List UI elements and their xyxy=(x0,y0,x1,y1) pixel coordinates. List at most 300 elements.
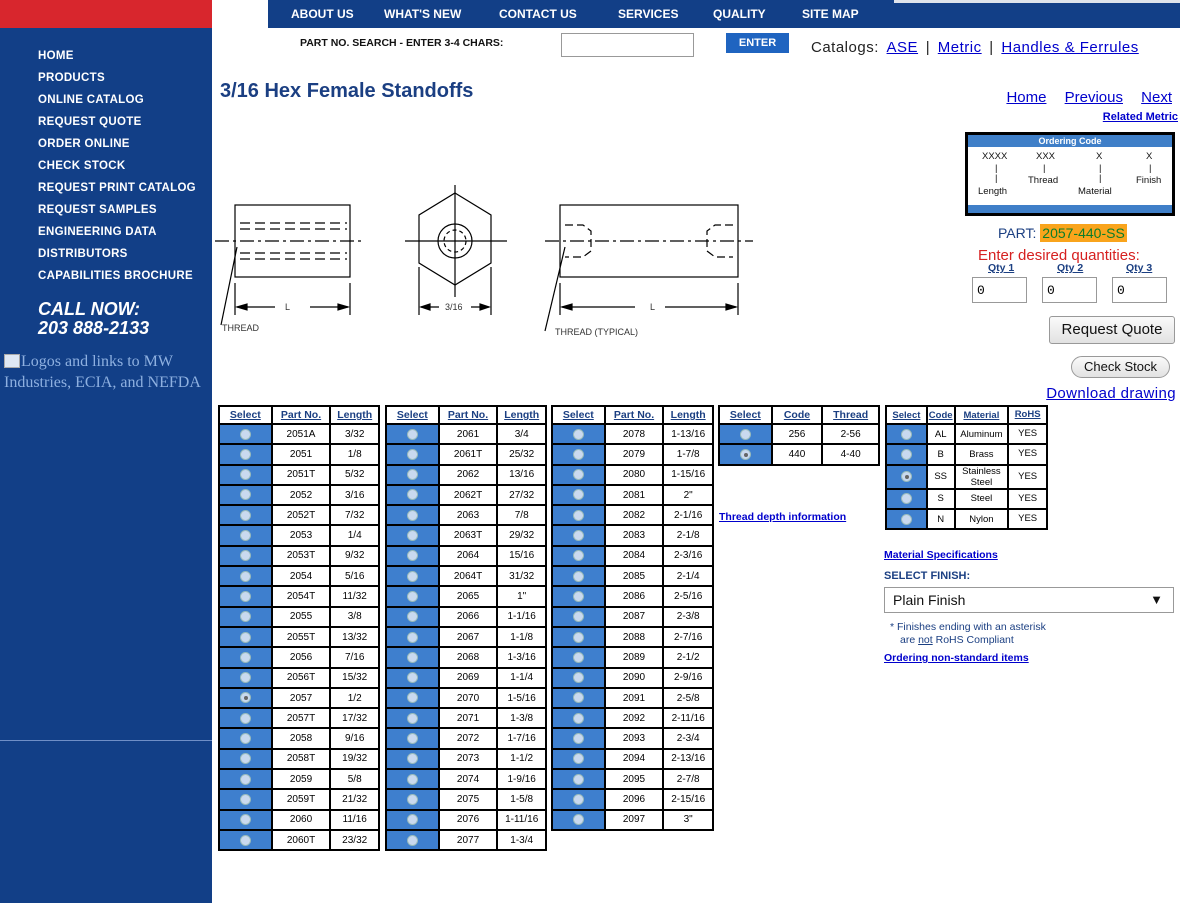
table-row[interactable] xyxy=(386,810,546,830)
select-cell[interactable] xyxy=(552,444,605,464)
radio-button[interactable] xyxy=(407,774,418,785)
radio-button[interactable] xyxy=(240,449,251,460)
enter-quantities-prompt: Enter desired quantities: xyxy=(978,247,1140,264)
radio-button[interactable] xyxy=(240,632,251,643)
table-row[interactable] xyxy=(552,789,713,809)
table-row[interactable] xyxy=(886,509,1047,529)
select-cell[interactable] xyxy=(219,668,272,688)
radio-button[interactable] xyxy=(240,672,251,683)
radio-button[interactable] xyxy=(740,429,751,440)
radio-button[interactable] xyxy=(407,611,418,622)
radio-button[interactable] xyxy=(407,550,418,561)
select-cell[interactable] xyxy=(886,465,927,489)
sidebar-item-request-samples[interactable]: REQUEST SAMPLES xyxy=(38,204,157,216)
select-cell[interactable] xyxy=(386,505,439,525)
thread-table xyxy=(718,405,880,466)
radio-button[interactable] xyxy=(407,692,418,703)
radio-button[interactable] xyxy=(573,530,584,541)
radio-button[interactable] xyxy=(240,550,251,561)
select-cell[interactable] xyxy=(386,566,439,586)
table-row[interactable] xyxy=(552,566,713,586)
table-cell: S xyxy=(927,489,955,509)
sidebar-item-engineering-data[interactable]: ENGINEERING DATA xyxy=(38,226,157,238)
table-cell: YES xyxy=(1008,465,1047,489)
select-cell[interactable] xyxy=(552,485,605,505)
table-row[interactable] xyxy=(386,668,546,688)
column-header: Length xyxy=(663,406,713,424)
radio-button[interactable] xyxy=(407,835,418,846)
table-row[interactable] xyxy=(219,566,379,586)
radio-button[interactable] xyxy=(407,530,418,541)
select-cell[interactable] xyxy=(552,769,605,789)
radio-button[interactable] xyxy=(573,489,584,500)
select-cell[interactable] xyxy=(386,769,439,789)
table-row[interactable] xyxy=(219,525,379,545)
select-cell[interactable] xyxy=(552,688,605,708)
radio-button[interactable] xyxy=(573,571,584,582)
table-row[interactable] xyxy=(552,424,713,444)
table-cell: 1/8 xyxy=(330,444,379,464)
select-cell[interactable] xyxy=(219,810,272,830)
table-cell: 2064 xyxy=(439,546,498,566)
table-row[interactable] xyxy=(386,505,546,525)
qty1-input[interactable] xyxy=(972,277,1027,303)
table-cell: 2087 xyxy=(605,607,664,627)
table-row[interactable] xyxy=(552,668,713,688)
radio-button[interactable] xyxy=(573,753,584,764)
select-cell[interactable] xyxy=(386,546,439,566)
sidebar-item-home[interactable]: HOME xyxy=(38,50,74,62)
select-cell[interactable] xyxy=(219,525,272,545)
radio-button[interactable] xyxy=(407,632,418,643)
select-cell[interactable] xyxy=(219,769,272,789)
select-cell[interactable] xyxy=(719,424,772,444)
select-cell[interactable] xyxy=(552,607,605,627)
select-cell[interactable] xyxy=(719,444,772,464)
select-cell[interactable] xyxy=(386,749,439,769)
radio-button[interactable] xyxy=(901,514,912,525)
radio-button[interactable] xyxy=(240,489,251,500)
radio-button[interactable] xyxy=(240,611,251,622)
select-cell[interactable] xyxy=(386,607,439,627)
ordering-code-length-label: Length xyxy=(978,186,1008,197)
select-cell[interactable] xyxy=(886,424,927,444)
sidebar-item-distributors[interactable]: DISTRIBUTORS xyxy=(38,248,128,260)
radio-button[interactable] xyxy=(407,449,418,460)
table-row[interactable] xyxy=(552,465,713,485)
radio-button[interactable] xyxy=(573,774,584,785)
select-cell[interactable] xyxy=(219,647,272,667)
table-row[interactable] xyxy=(386,465,546,485)
ordering-code-length-code: XXXX xyxy=(982,151,1008,162)
table-row[interactable] xyxy=(886,465,1047,489)
nav-quality[interactable]: QUALITY xyxy=(713,7,766,21)
table-cell: 1-1/2 xyxy=(497,749,546,769)
catalog-ase-link[interactable]: ASE xyxy=(886,39,919,56)
finish-selected-value: Plain Finish xyxy=(893,592,966,608)
select-cell[interactable] xyxy=(552,789,605,809)
table-row[interactable] xyxy=(219,485,379,505)
table-row[interactable] xyxy=(552,546,713,566)
table-cell: 1" xyxy=(497,586,546,606)
select-cell[interactable] xyxy=(386,627,439,647)
radio-button[interactable] xyxy=(240,429,251,440)
select-cell[interactable] xyxy=(552,627,605,647)
select-cell[interactable] xyxy=(219,586,272,606)
radio-button[interactable] xyxy=(240,794,251,805)
select-cell[interactable] xyxy=(386,424,439,444)
table-cell: 4-40 xyxy=(822,444,879,464)
table-row[interactable] xyxy=(552,525,713,545)
select-cell[interactable] xyxy=(219,708,272,728)
sidebar-item-request-quote[interactable]: REQUEST QUOTE xyxy=(38,116,142,128)
radio-button[interactable] xyxy=(407,713,418,724)
catalog-handles-link[interactable]: Handles & Ferrules xyxy=(1001,39,1139,56)
part-table-2 xyxy=(385,405,547,851)
select-cell[interactable] xyxy=(219,627,272,647)
radio-button[interactable] xyxy=(407,814,418,825)
drawing-length-label-left: L xyxy=(285,302,291,312)
column-header: Material xyxy=(955,406,1009,424)
sidebar-item-online-catalog[interactable]: ONLINE CATALOG xyxy=(38,94,144,106)
table-row[interactable] xyxy=(219,688,379,708)
select-cell[interactable] xyxy=(219,688,272,708)
finish-dropdown[interactable] xyxy=(884,587,1174,613)
related-metric-link[interactable]: Related Metric xyxy=(1102,111,1178,123)
table-row[interactable] xyxy=(219,728,379,748)
radio-button[interactable] xyxy=(407,591,418,602)
table-cell: 2083 xyxy=(605,525,664,545)
select-cell[interactable] xyxy=(219,505,272,525)
table-cell: Brass xyxy=(955,444,1009,464)
table-row[interactable] xyxy=(219,424,379,444)
table-cell: 2052 xyxy=(272,485,331,505)
table-row[interactable] xyxy=(552,749,713,769)
select-cell[interactable] xyxy=(552,586,605,606)
radio-button[interactable] xyxy=(407,672,418,683)
nav-services[interactable]: SERVICES xyxy=(618,7,679,21)
table-row[interactable] xyxy=(386,546,546,566)
radio-button[interactable] xyxy=(573,652,584,663)
table-row[interactable] xyxy=(219,465,379,485)
select-cell[interactable] xyxy=(386,465,439,485)
thread-depth-link[interactable]: Thread depth information xyxy=(719,511,847,523)
radio-button[interactable] xyxy=(240,510,251,521)
select-cell[interactable] xyxy=(219,546,272,566)
table-cell: 13/32 xyxy=(330,627,379,647)
table-row[interactable] xyxy=(886,444,1047,464)
radio-button[interactable] xyxy=(573,733,584,744)
table-row[interactable] xyxy=(386,789,546,809)
column-header: Thread xyxy=(822,406,879,424)
radio-button[interactable] xyxy=(240,814,251,825)
select-cell[interactable] xyxy=(219,789,272,809)
radio-button[interactable] xyxy=(407,753,418,764)
qty2-input[interactable] xyxy=(1042,277,1097,303)
radio-button[interactable] xyxy=(573,611,584,622)
table-row[interactable] xyxy=(219,668,379,688)
column-header: Code xyxy=(772,406,823,424)
select-cell[interactable] xyxy=(219,830,272,850)
table-row[interactable] xyxy=(719,424,879,444)
select-cell[interactable] xyxy=(552,749,605,769)
partner-logos-image[interactable] xyxy=(4,351,204,393)
table-row[interactable] xyxy=(386,728,546,748)
table-cell: 2093 xyxy=(605,728,664,748)
radio-button[interactable] xyxy=(573,794,584,805)
download-drawing-link[interactable]: Download drawing xyxy=(1046,385,1176,402)
select-cell[interactable] xyxy=(219,566,272,586)
select-cell[interactable] xyxy=(552,505,605,525)
table-cell: 2" xyxy=(663,485,713,505)
select-cell[interactable] xyxy=(886,509,927,529)
table-row[interactable] xyxy=(552,647,713,667)
radio-button[interactable] xyxy=(573,510,584,521)
table-row[interactable] xyxy=(386,627,546,647)
radio-button[interactable] xyxy=(407,510,418,521)
table-cell: 2062T xyxy=(439,485,498,505)
select-cell[interactable] xyxy=(219,607,272,627)
table-row[interactable] xyxy=(386,586,546,606)
select-cell[interactable] xyxy=(386,647,439,667)
table-cell: 2096 xyxy=(605,789,664,809)
radio-button[interactable] xyxy=(240,733,251,744)
table-cell: 2085 xyxy=(605,566,664,586)
table-row[interactable] xyxy=(552,688,713,708)
select-cell[interactable] xyxy=(219,444,272,464)
column-header: Part No. xyxy=(272,406,331,424)
table-row[interactable] xyxy=(386,688,546,708)
table-cell: 2094 xyxy=(605,749,664,769)
table-row[interactable] xyxy=(552,485,713,505)
select-cell[interactable] xyxy=(386,444,439,464)
select-cell[interactable] xyxy=(552,708,605,728)
part-search-input[interactable] xyxy=(561,33,694,57)
select-cell[interactable] xyxy=(886,489,927,509)
table-row[interactable] xyxy=(552,769,713,789)
table-cell: 2059 xyxy=(272,769,331,789)
select-cell[interactable] xyxy=(386,485,439,505)
table-row[interactable] xyxy=(552,810,713,830)
select-cell[interactable] xyxy=(552,647,605,667)
table-row[interactable] xyxy=(386,485,546,505)
select-cell[interactable] xyxy=(219,749,272,769)
table-row[interactable] xyxy=(219,830,379,850)
select-cell[interactable] xyxy=(552,465,605,485)
radio-button[interactable] xyxy=(240,753,251,764)
radio-button[interactable] xyxy=(573,713,584,724)
next-link[interactable]: Next xyxy=(1141,89,1172,106)
select-cell[interactable] xyxy=(552,566,605,586)
select-cell[interactable] xyxy=(386,728,439,748)
radio-button[interactable] xyxy=(573,814,584,825)
select-cell[interactable] xyxy=(552,810,605,830)
radio-button[interactable] xyxy=(573,672,584,683)
table-row[interactable] xyxy=(386,525,546,545)
table-row[interactable] xyxy=(219,789,379,809)
radio-button[interactable] xyxy=(407,429,418,440)
table-row[interactable] xyxy=(219,627,379,647)
table-row[interactable] xyxy=(386,749,546,769)
request-quote-button[interactable]: Request Quote xyxy=(1049,316,1175,344)
radio-button[interactable] xyxy=(901,429,912,440)
table-row[interactable] xyxy=(219,546,379,566)
finish-note-line2: are not RoHS Compliant xyxy=(900,634,1014,646)
table-row[interactable] xyxy=(219,749,379,769)
radio-button[interactable] xyxy=(573,429,584,440)
select-cell[interactable] xyxy=(386,789,439,809)
table-row[interactable] xyxy=(386,647,546,667)
table-row[interactable] xyxy=(886,489,1047,509)
home-link[interactable]: Home xyxy=(1006,89,1047,106)
table-row[interactable] xyxy=(386,769,546,789)
catalog-metric-link[interactable]: Metric xyxy=(937,39,982,56)
select-cell[interactable] xyxy=(219,485,272,505)
search-enter-button[interactable]: ENTER xyxy=(726,33,789,53)
nav-site-map[interactable]: SITE MAP xyxy=(802,7,859,21)
radio-button[interactable] xyxy=(901,471,912,482)
table-row[interactable] xyxy=(386,424,546,444)
radio-button[interactable] xyxy=(240,469,251,480)
table-row[interactable] xyxy=(552,586,713,606)
sidebar-item-products[interactable]: PRODUCTS xyxy=(38,72,105,84)
radio-button[interactable] xyxy=(240,692,251,703)
select-cell[interactable] xyxy=(219,424,272,444)
radio-button[interactable] xyxy=(240,571,251,582)
nav-about-us[interactable]: ABOUT US xyxy=(291,7,354,21)
table-row[interactable] xyxy=(552,627,713,647)
select-cell[interactable] xyxy=(386,668,439,688)
table-row[interactable] xyxy=(386,566,546,586)
ordering-code-footer xyxy=(968,205,1172,213)
select-cell[interactable] xyxy=(386,830,439,850)
sidebar-item-order-online[interactable]: ORDER ONLINE xyxy=(38,138,130,150)
table-row[interactable] xyxy=(719,444,879,464)
table-row[interactable] xyxy=(219,708,379,728)
qty3-input[interactable] xyxy=(1112,277,1167,303)
table-cell: 2-15/16 xyxy=(663,789,713,809)
table-cell: 2051 xyxy=(272,444,331,464)
table-cell: 2071 xyxy=(439,708,498,728)
table-cell: 2088 xyxy=(605,627,664,647)
select-cell[interactable] xyxy=(386,810,439,830)
radio-button[interactable] xyxy=(240,835,251,846)
column-header: Select xyxy=(552,406,605,424)
table-cell: 3/16 xyxy=(330,485,379,505)
material-spec-link[interactable]: Material Specifications xyxy=(884,549,998,561)
table-row[interactable] xyxy=(219,607,379,627)
table-cell: SS xyxy=(927,465,955,489)
table-row[interactable] xyxy=(552,444,713,464)
select-cell[interactable] xyxy=(386,525,439,545)
nav-whats-new[interactable]: WHAT'S NEW xyxy=(384,7,462,21)
table-cell: 2066 xyxy=(439,607,498,627)
table-cell: 2053T xyxy=(272,546,331,566)
radio-button[interactable] xyxy=(407,733,418,744)
radio-button[interactable] xyxy=(573,632,584,643)
table-row[interactable] xyxy=(552,728,713,748)
select-cell[interactable] xyxy=(552,525,605,545)
radio-button[interactable] xyxy=(573,449,584,460)
table-row[interactable] xyxy=(386,708,546,728)
radio-button[interactable] xyxy=(573,591,584,602)
sidebar-item-capabilities-brochure[interactable]: CAPABILITIES BROCHURE xyxy=(38,270,193,282)
table-row[interactable] xyxy=(219,769,379,789)
table-row[interactable] xyxy=(386,830,546,850)
table-row[interactable] xyxy=(219,810,379,830)
table-cell: 2054 xyxy=(272,566,331,586)
left-sidebar xyxy=(0,0,212,903)
table-row[interactable] xyxy=(219,647,379,667)
table-row[interactable] xyxy=(219,505,379,525)
sidebar-item-request-print-catalog[interactable]: REQUEST PRINT CATALOG xyxy=(38,182,196,194)
table-row[interactable] xyxy=(386,444,546,464)
table-cell: 2061 xyxy=(439,424,498,444)
select-cell[interactable] xyxy=(386,688,439,708)
previous-link[interactable]: Previous xyxy=(1064,89,1123,106)
table-row[interactable] xyxy=(886,424,1047,444)
non-standard-items-link[interactable]: Ordering non-standard items xyxy=(884,652,1029,664)
table-cell: 2067 xyxy=(439,627,498,647)
select-cell[interactable] xyxy=(552,668,605,688)
table-cell: 3/32 xyxy=(330,424,379,444)
table-row[interactable] xyxy=(219,444,379,464)
check-stock-button[interactable]: Check Stock xyxy=(1071,356,1170,378)
radio-button[interactable] xyxy=(407,652,418,663)
top-right-box xyxy=(894,0,1180,3)
table-row[interactable] xyxy=(552,708,713,728)
radio-button[interactable] xyxy=(901,493,912,504)
table-cell: 2-56 xyxy=(822,424,879,444)
radio-button[interactable] xyxy=(240,530,251,541)
table-row[interactable] xyxy=(552,607,713,627)
select-cell[interactable] xyxy=(552,546,605,566)
partner-logos-alt-text: Logos and links to MW Industries, ECIA, and NEFDA xyxy=(4,353,201,391)
table-cell: 2069 xyxy=(439,668,498,688)
radio-button[interactable] xyxy=(240,591,251,602)
radio-button[interactable] xyxy=(573,469,584,480)
select-cell[interactable] xyxy=(886,444,927,464)
sidebar-item-check-stock[interactable]: CHECK STOCK xyxy=(38,160,126,172)
radio-button[interactable] xyxy=(407,489,418,500)
select-cell[interactable] xyxy=(386,708,439,728)
nav-contact-us[interactable]: CONTACT US xyxy=(499,7,577,21)
radio-button[interactable] xyxy=(240,774,251,785)
radio-button[interactable] xyxy=(407,469,418,480)
table-row[interactable] xyxy=(386,607,546,627)
radio-button[interactable] xyxy=(573,550,584,561)
radio-button[interactable] xyxy=(407,571,418,582)
table-cell: 2068 xyxy=(439,647,498,667)
select-cell[interactable] xyxy=(552,424,605,444)
part-number-line xyxy=(998,225,1127,241)
select-cell[interactable] xyxy=(219,465,272,485)
radio-button[interactable] xyxy=(240,652,251,663)
radio-button[interactable] xyxy=(407,794,418,805)
table-row[interactable] xyxy=(552,505,713,525)
select-cell[interactable] xyxy=(552,728,605,748)
ordering-code-material-code: X xyxy=(1096,151,1103,162)
select-cell[interactable] xyxy=(386,586,439,606)
radio-button[interactable] xyxy=(240,713,251,724)
radio-button[interactable] xyxy=(573,692,584,703)
radio-button[interactable] xyxy=(740,449,751,460)
table-cell: 2095 xyxy=(605,769,664,789)
table-row[interactable] xyxy=(219,586,379,606)
table-cell: 23/32 xyxy=(330,830,379,850)
radio-button[interactable] xyxy=(901,449,912,460)
select-cell[interactable] xyxy=(219,728,272,748)
